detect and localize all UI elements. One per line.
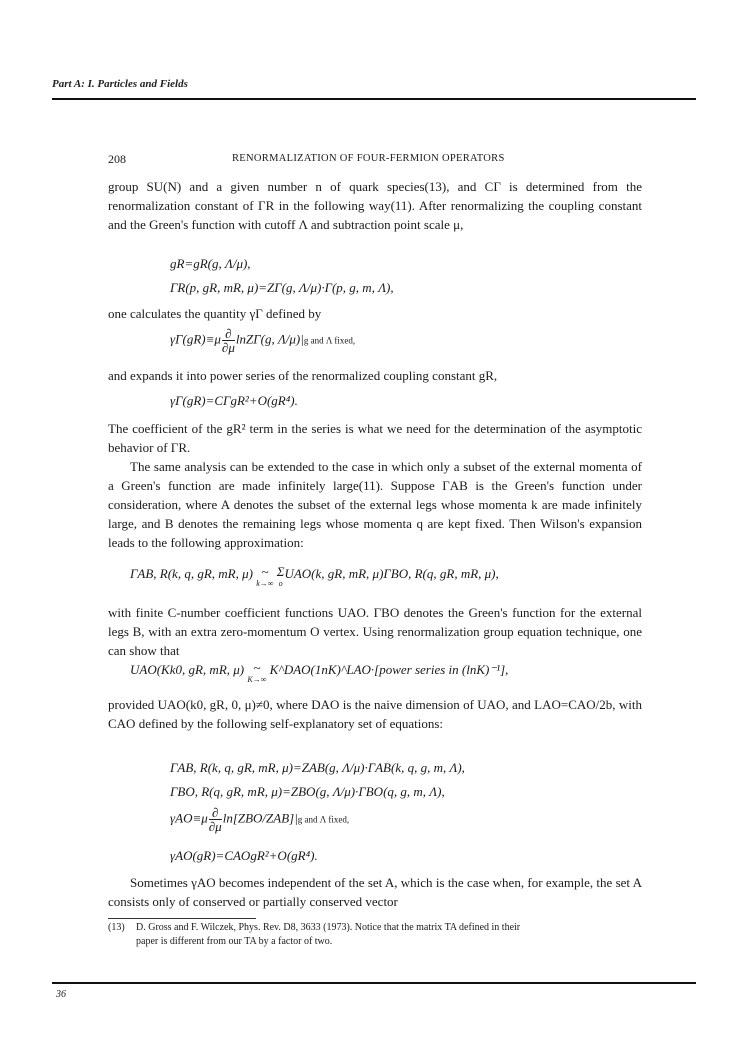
equation-9-lhs: γAO≡μ <box>170 810 208 826</box>
equation-6-rhs: K^DAO(1nK)^LAO·[power series in (lnK)⁻¹], <box>269 662 509 677</box>
equation-9-condition: g and Λ fixed, <box>297 814 350 825</box>
paragraph-4: The coefficient of the gR² term in the series is what we need for the determination of the asymptotic behavior of ΓR. <box>108 421 642 455</box>
footnote-rule <box>108 918 256 919</box>
equation-3-numerator: ∂ <box>222 327 235 341</box>
equation-4: γΓ(gR)=CΓgR²+O(gR⁴). <box>170 393 298 408</box>
paragraph-1: group SU(N) and a given number n of quark species(13), and CΓ is determined from the renormalization constant of ΓR in the following way(11). After renormalizing the coupling constant and the Green's function with cutoff Λ and subtraction point scale μ, <box>108 179 642 232</box>
equation-6-asymptotic <box>247 662 266 686</box>
paragraph-2: one calculates the quantity γΓ defined by <box>108 306 322 321</box>
tilde-symbol: ~ <box>253 660 261 675</box>
equation-9 <box>170 806 349 833</box>
paragraph-7: provided UAO(k0, gR, 0, μ)≠0, where DAO is the naive dimension of UAO, and LAO=CAO/2b, with CAO defined by the following self-explanatory set of equations: <box>108 697 642 731</box>
sum-symbol: Σ <box>276 564 285 579</box>
footnote-line-2: paper is different from our TA by a factor of two. <box>136 936 333 947</box>
bottom-rule <box>52 982 696 984</box>
paragraph-8: Sometimes γAO becomes independent of the set A, which is the case when, for example, the set A consists only of conserved or partially conserved vector <box>108 875 642 909</box>
top-rule <box>52 98 696 100</box>
equation-1: gR=gR(g, Λ/μ), <box>170 256 251 271</box>
equation-3-condition: g and Λ fixed, <box>303 335 356 346</box>
footnote-line-1: D. Gross and F. Wilczek, Phys. Rev. D8, 3633 (1973). Notice that the matrix TA defined in their <box>136 922 521 933</box>
footer-page-number: 36 <box>56 989 66 1000</box>
sum-index: o <box>278 579 283 588</box>
equation-9-fraction <box>209 806 222 833</box>
equation-3 <box>170 327 355 354</box>
paragraph-3: and expands it into power series of the renormalized coupling constant gR, <box>108 368 498 383</box>
equation-3-denominator: ∂μ <box>221 340 235 355</box>
paragraph-5: The same analysis can be extended to the case in which only a subset of the external momenta of a Green's function are made infinitely large(11). Suppose ΓAB is the Green's function under consideration, where A denotes the subset of the external legs whose momenta k are made infinitely large, and B denotes the remaining legs whose momenta q are kept fixed. Then Wilson's expansion leads to the following approximation: <box>108 459 642 550</box>
equation-3-fraction <box>222 327 235 354</box>
equation-6 <box>130 662 508 686</box>
equation-9-rhs: ln[ZBO/ZAB]| <box>222 810 298 826</box>
equation-5-asymptotic <box>256 566 273 590</box>
equation-3-rhs: lnZΓ(g, Λ/μ)| <box>235 331 304 347</box>
page-number: 208 <box>108 152 126 166</box>
equation-2: ΓR(p, gR, mR, μ)=ZΓ(g, Λ/μ)·Γ(p, g, m, Λ), <box>170 280 394 295</box>
paper-title: RENORMALIZATION OF FOUR-FERMION OPERATORS <box>232 153 505 164</box>
equation-5-rhs: UAO(k, gR, mR, μ)ΓBO, R(q, gR, mR, μ), <box>284 566 499 581</box>
footnote-13 <box>108 921 642 949</box>
limit-label: K→∞ <box>247 675 267 684</box>
footnote-marker: (13) <box>108 922 125 933</box>
equation-10: γAO(gR)=CAOgR²+O(gR⁴). <box>170 848 318 863</box>
equation-3-lhs: γΓ(gR)≡μ <box>170 331 221 347</box>
running-head: Part A: I. Particles and Fields <box>52 78 188 90</box>
equation-8: ΓBO, R(q, gR, mR, μ)=ZBO(g, Λ/μ)·ΓBO(q, g, m, Λ), <box>170 784 445 799</box>
paragraph-6: with finite C-number coefficient functions UAO. ΓBO denotes the Green's function for the external legs B, with an extra zero-momentum O vertex. Using renormalization group equation technique, one can show that <box>108 605 642 658</box>
equation-7: ΓAB, R(k, q, gR, mR, μ)=ZAB(g, Λ/μ)·ΓAB(k, q, g, m, Λ), <box>170 760 465 775</box>
tilde-symbol: ~ <box>261 564 269 579</box>
equation-5 <box>130 566 499 590</box>
limit-label: k→∞ <box>256 579 274 588</box>
equation-6-lhs: UAO(Kk0, gR, mR, μ) <box>130 662 245 677</box>
equation-5-lhs: ΓAB, R(k, q, gR, mR, μ) <box>130 566 253 581</box>
equation-9-denominator: ∂μ <box>208 819 222 834</box>
equation-9-numerator: ∂ <box>209 806 222 820</box>
